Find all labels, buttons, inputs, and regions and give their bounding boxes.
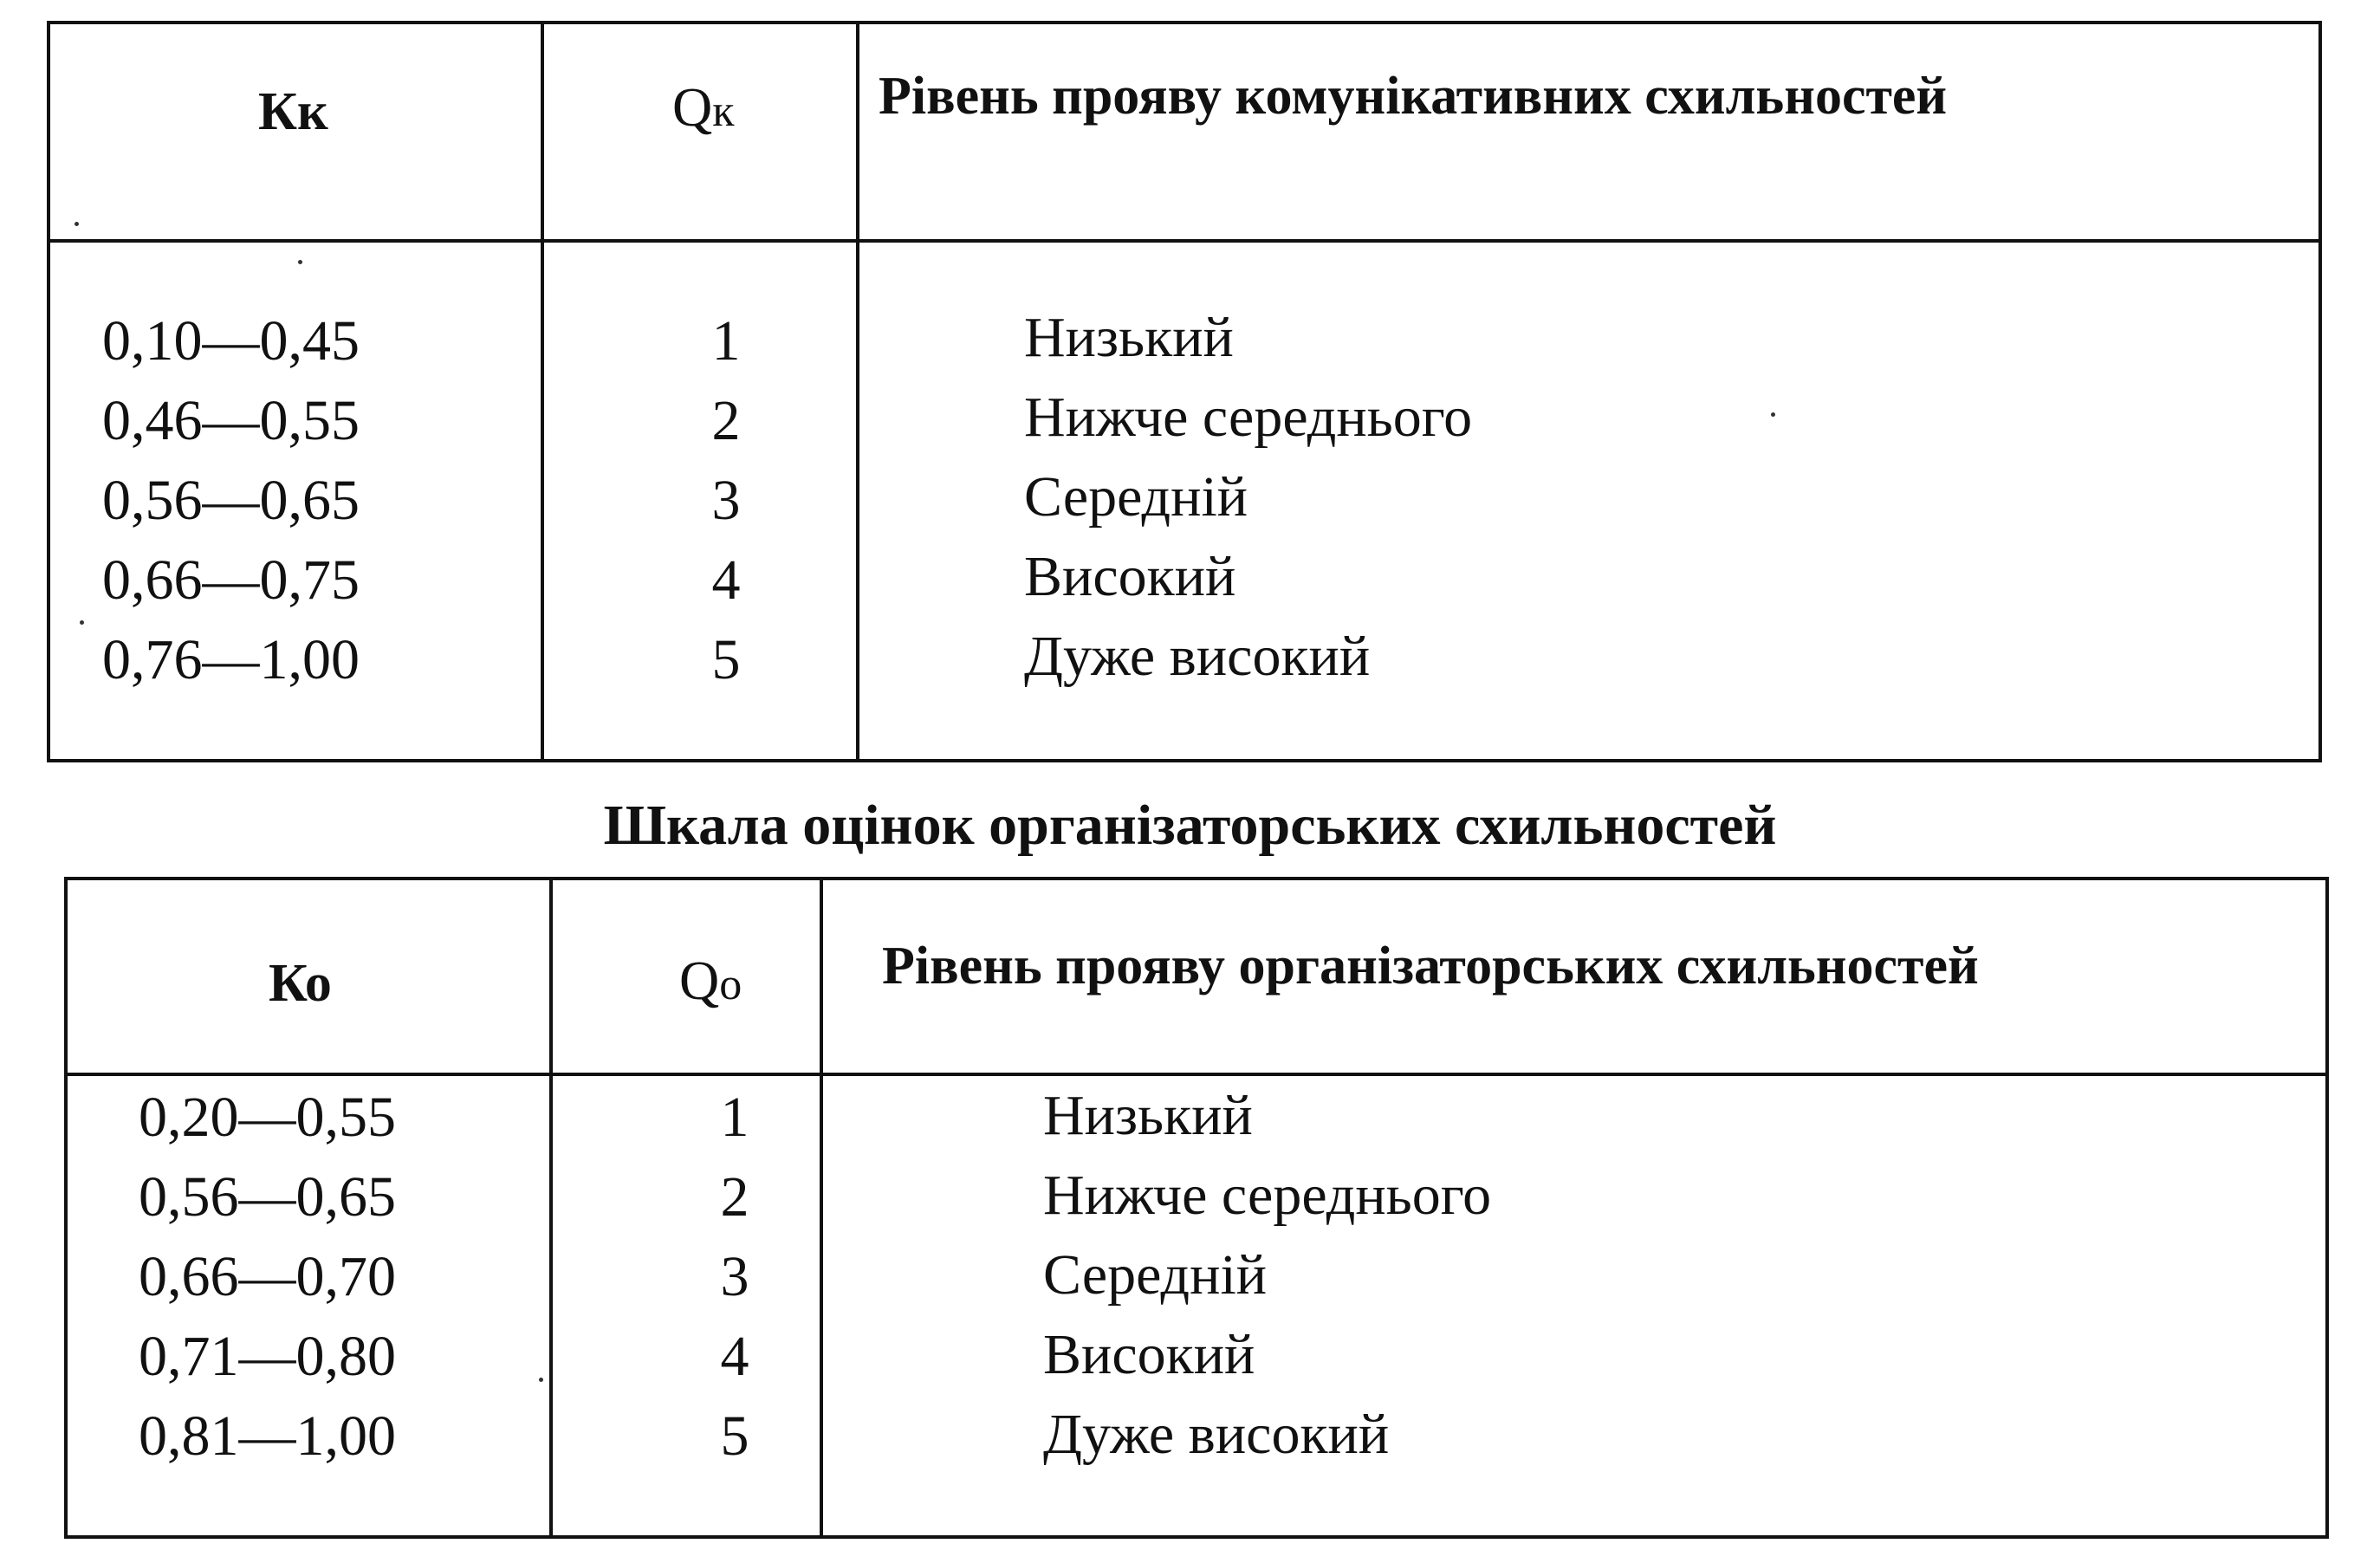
table-row-range: 0,56—0,65: [139, 1165, 396, 1229]
table-row-range: 0,46—0,55: [102, 389, 360, 452]
organizational-scale-table: [64, 877, 2329, 1539]
table-row-score: 1: [720, 1086, 749, 1149]
organizational-scale-caption: Шкала оцінок організаторських схильностей: [603, 794, 1777, 857]
table-row-level: Низький: [1024, 306, 1234, 369]
score-column: [691, 1078, 778, 1476]
communicative-scale-table: [47, 21, 2322, 762]
table-row-level: Дуже високий: [1043, 1403, 1390, 1466]
table-row-level: Низький: [1043, 1084, 1253, 1147]
table-row-level: Дуже високий: [1024, 625, 1371, 688]
scan-speck: [539, 1378, 543, 1382]
header-level-organizational: Рівень прояву організаторських схильностей: [882, 937, 1979, 996]
table-row-level: Нижче середнього: [1024, 386, 1473, 449]
header-qo: Qо: [679, 950, 743, 1011]
table-row-score: 2: [720, 1165, 749, 1229]
column-divider: [549, 880, 553, 1535]
range-column: [139, 1078, 503, 1476]
scan-speck: [75, 222, 79, 226]
header-qk: Qк: [672, 76, 735, 138]
level-column: [1024, 298, 1890, 697]
scan-speck: [80, 620, 84, 625]
table-row-range: 0,20—0,55: [139, 1086, 396, 1149]
table-row-score: 4: [720, 1325, 749, 1388]
column-divider: [541, 24, 544, 759]
range-column: [102, 302, 466, 700]
table-row-level: Нижче середнього: [1043, 1164, 1492, 1227]
table-row-range: 0,66—0,70: [139, 1245, 396, 1308]
table-row-score: 5: [720, 1404, 749, 1468]
column-divider: [856, 24, 859, 759]
table-row-level: Високий: [1043, 1323, 1255, 1386]
table-row-level: Середній: [1043, 1243, 1268, 1307]
header-kk: Кк: [258, 82, 328, 141]
table-row-score: 2: [711, 389, 741, 452]
header-divider: [50, 239, 2318, 243]
scan-speck: [1771, 412, 1775, 417]
table-row-range: 0,10—0,45: [102, 309, 360, 373]
table-row-level: Високий: [1024, 545, 1236, 608]
table-row-score: 1: [711, 309, 741, 373]
table-row-score: 4: [711, 548, 741, 612]
header-level-communicative: Рівень прояву комунікативних схильностей: [879, 67, 1948, 126]
table-row-range: 0,81—1,00: [139, 1404, 396, 1468]
table-row-level: Середній: [1024, 465, 1248, 529]
table-row-score: 3: [720, 1245, 749, 1308]
table-row-score: 3: [711, 469, 741, 532]
level-column: [1043, 1076, 1910, 1475]
table-row-score: 5: [711, 628, 741, 691]
header-ko: Ко: [269, 954, 332, 1013]
table-row-range: 0,66—0,75: [102, 548, 360, 612]
column-divider: [820, 880, 823, 1535]
score-column: [683, 302, 769, 700]
table-row-range: 0,56—0,65: [102, 469, 360, 532]
table-row-range: 0,76—1,00: [102, 628, 360, 691]
table-row-range: 0,71—0,80: [139, 1325, 396, 1388]
scan-speck: [298, 260, 302, 264]
